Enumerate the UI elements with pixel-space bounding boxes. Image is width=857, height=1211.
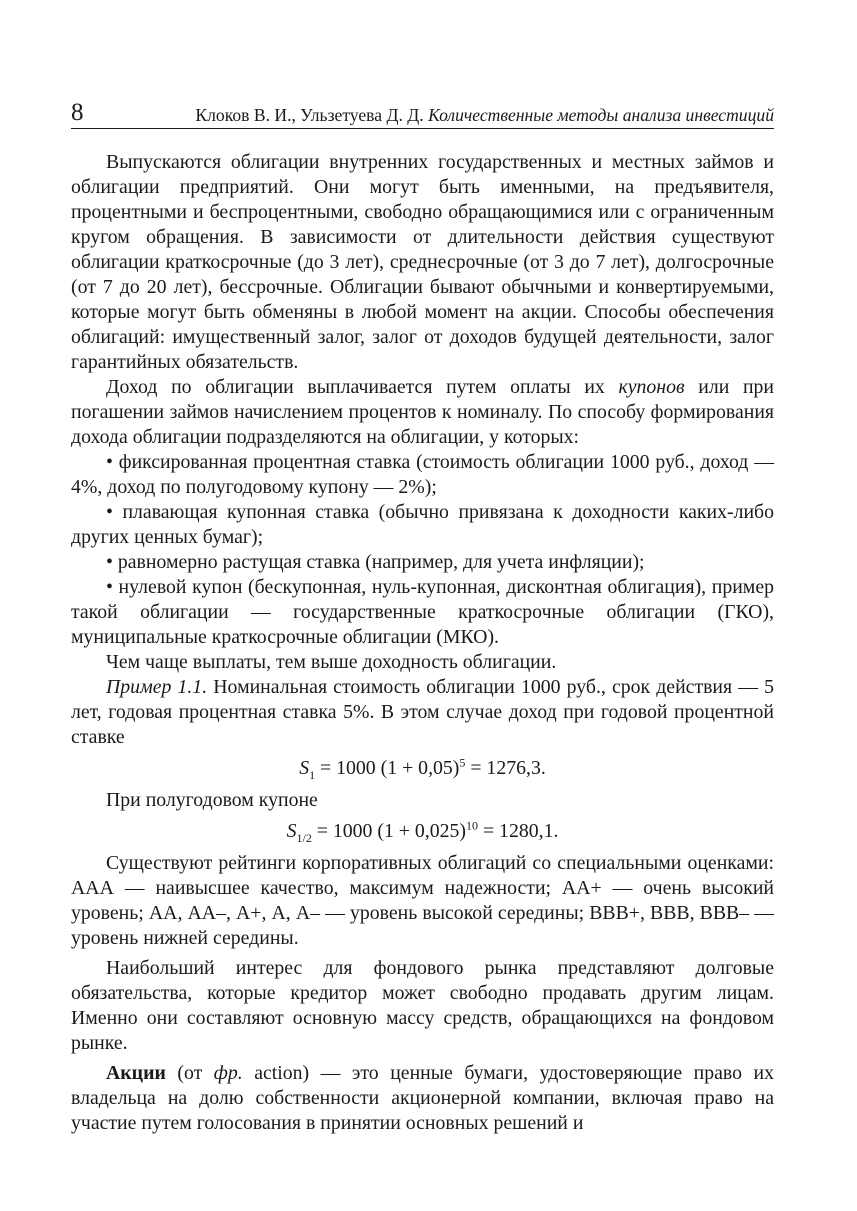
running-header	[71, 98, 774, 129]
paragraph-bond-types: Выпускаются облигации внутренних государственных и местных займов и облигации предприятий. Они могут быть именными, на предъявителя, процентными и беспроцентными, свободно обращающимися или с ограниченным кругом обращения. В зависимости от длительности действия существуют облигации краткосрочные (до 3 лет), среднесрочные (от 3 до 7 лет), долгосрочные (от 7 до 20 лет), бессрочные. Облигации бывают обычными и конвертируемыми, которые могут быть обменяны в любой момент на акции. Способы обеспечения облигаций: имущественный залог, залог от доходов будущей деятельности, залог гарантийных обязательств.	[71, 151, 774, 373]
example-label: Пример 1.1.	[106, 676, 208, 698]
text: Номинальная стоимость облигации 1000 руб., срок действия — 5 лет, годовая процентная ставка 5%. В этом случае доход при годовой процентной ставке	[71, 676, 774, 748]
formula-sub: 1/2	[296, 830, 312, 845]
formula-body: = 1000 (1 + 0,05)	[315, 757, 460, 779]
list-item: • фиксированная процентная ставка (стоимость облигации 1000 руб., доход — 4%, доход по полугодовому купону — 2%);	[71, 451, 774, 498]
page-body	[71, 150, 774, 1136]
text: или при погашении займов начислением процентов к номиналу. По способу формирования дохода облигации подразделяются на облигации, у которых:	[71, 376, 775, 448]
paragraph-bond-income	[71, 375, 774, 450]
header-book-title: Количественные методы анализа инвестиций	[428, 105, 774, 125]
text: Доход по облигации выплачивается путем оплаты их	[106, 376, 619, 398]
list-item: • плавающая купонная ставка (обычно привязана к доходности каких-либо других ценных бумаг);	[71, 501, 774, 548]
paragraph-payment-frequency: Чем чаще выплаты, тем выше доходность облигации.	[106, 651, 557, 673]
text: (от	[165, 1062, 214, 1084]
formula-semiannual	[71, 819, 774, 844]
formula-body: = 1000 (1 + 0,025)	[311, 820, 467, 842]
formula-sup: 10	[466, 818, 479, 833]
emphasis-coupons: купонов	[618, 376, 685, 398]
formula-annual	[71, 756, 774, 781]
formula-var: S	[286, 820, 297, 842]
text: action) — это ценные бумаги, удостоверяющие право их владельца на долю собственности акционерной компании, включая право на участие путем голосования в принятии основных решений и	[71, 1062, 774, 1134]
paragraph-ratings: Существуют рейтинги корпоративных облигаций со специальными оценками: ААА — наивысшее качество, максимум надежности; АА+ — очень высокий уровень; АА, АА–, А+, А, А– — уровень высокой середины; ВВВ+, ВВВ, ВВВ– — уровень нижней середины.	[71, 852, 774, 949]
paragraph-semiannual: При полугодовом купоне	[106, 789, 318, 811]
formula-result: = 1276,3.	[465, 757, 546, 779]
formula-var: S	[299, 757, 310, 779]
formula-sup: 5	[459, 755, 466, 770]
formula-result: = 1280,1.	[478, 820, 559, 842]
formula-sub: 1	[309, 767, 316, 782]
header-authors: Клоков В. И., Ульзетуева Д. Д.	[195, 105, 424, 125]
example-paragraph	[71, 675, 774, 750]
running-head	[195, 104, 774, 126]
paragraph-shares-definition	[71, 1061, 774, 1136]
abbr-french: фр.	[213, 1062, 243, 1084]
list-item: • нулевой купон (бескупонная, нуль-купонная, дисконтная облигация), пример такой облигации — государственные краткосрочные облигации (ГКО), муниципальные краткосрочные облигации (МКО).	[71, 576, 774, 648]
page-number: 8	[71, 99, 84, 126]
paragraph-debt-obligations: Наибольший интерес для фондового рынка представляют долговые обязательства, которые кредитор может свободно продавать другим лицам. Именно они составляют основную массу средств, обращающихся на фондовом рынке.	[71, 957, 774, 1054]
list-item: • равномерно растущая ставка (например, для учета инфляции);	[106, 551, 645, 573]
term-shares: Акции	[106, 1062, 166, 1084]
